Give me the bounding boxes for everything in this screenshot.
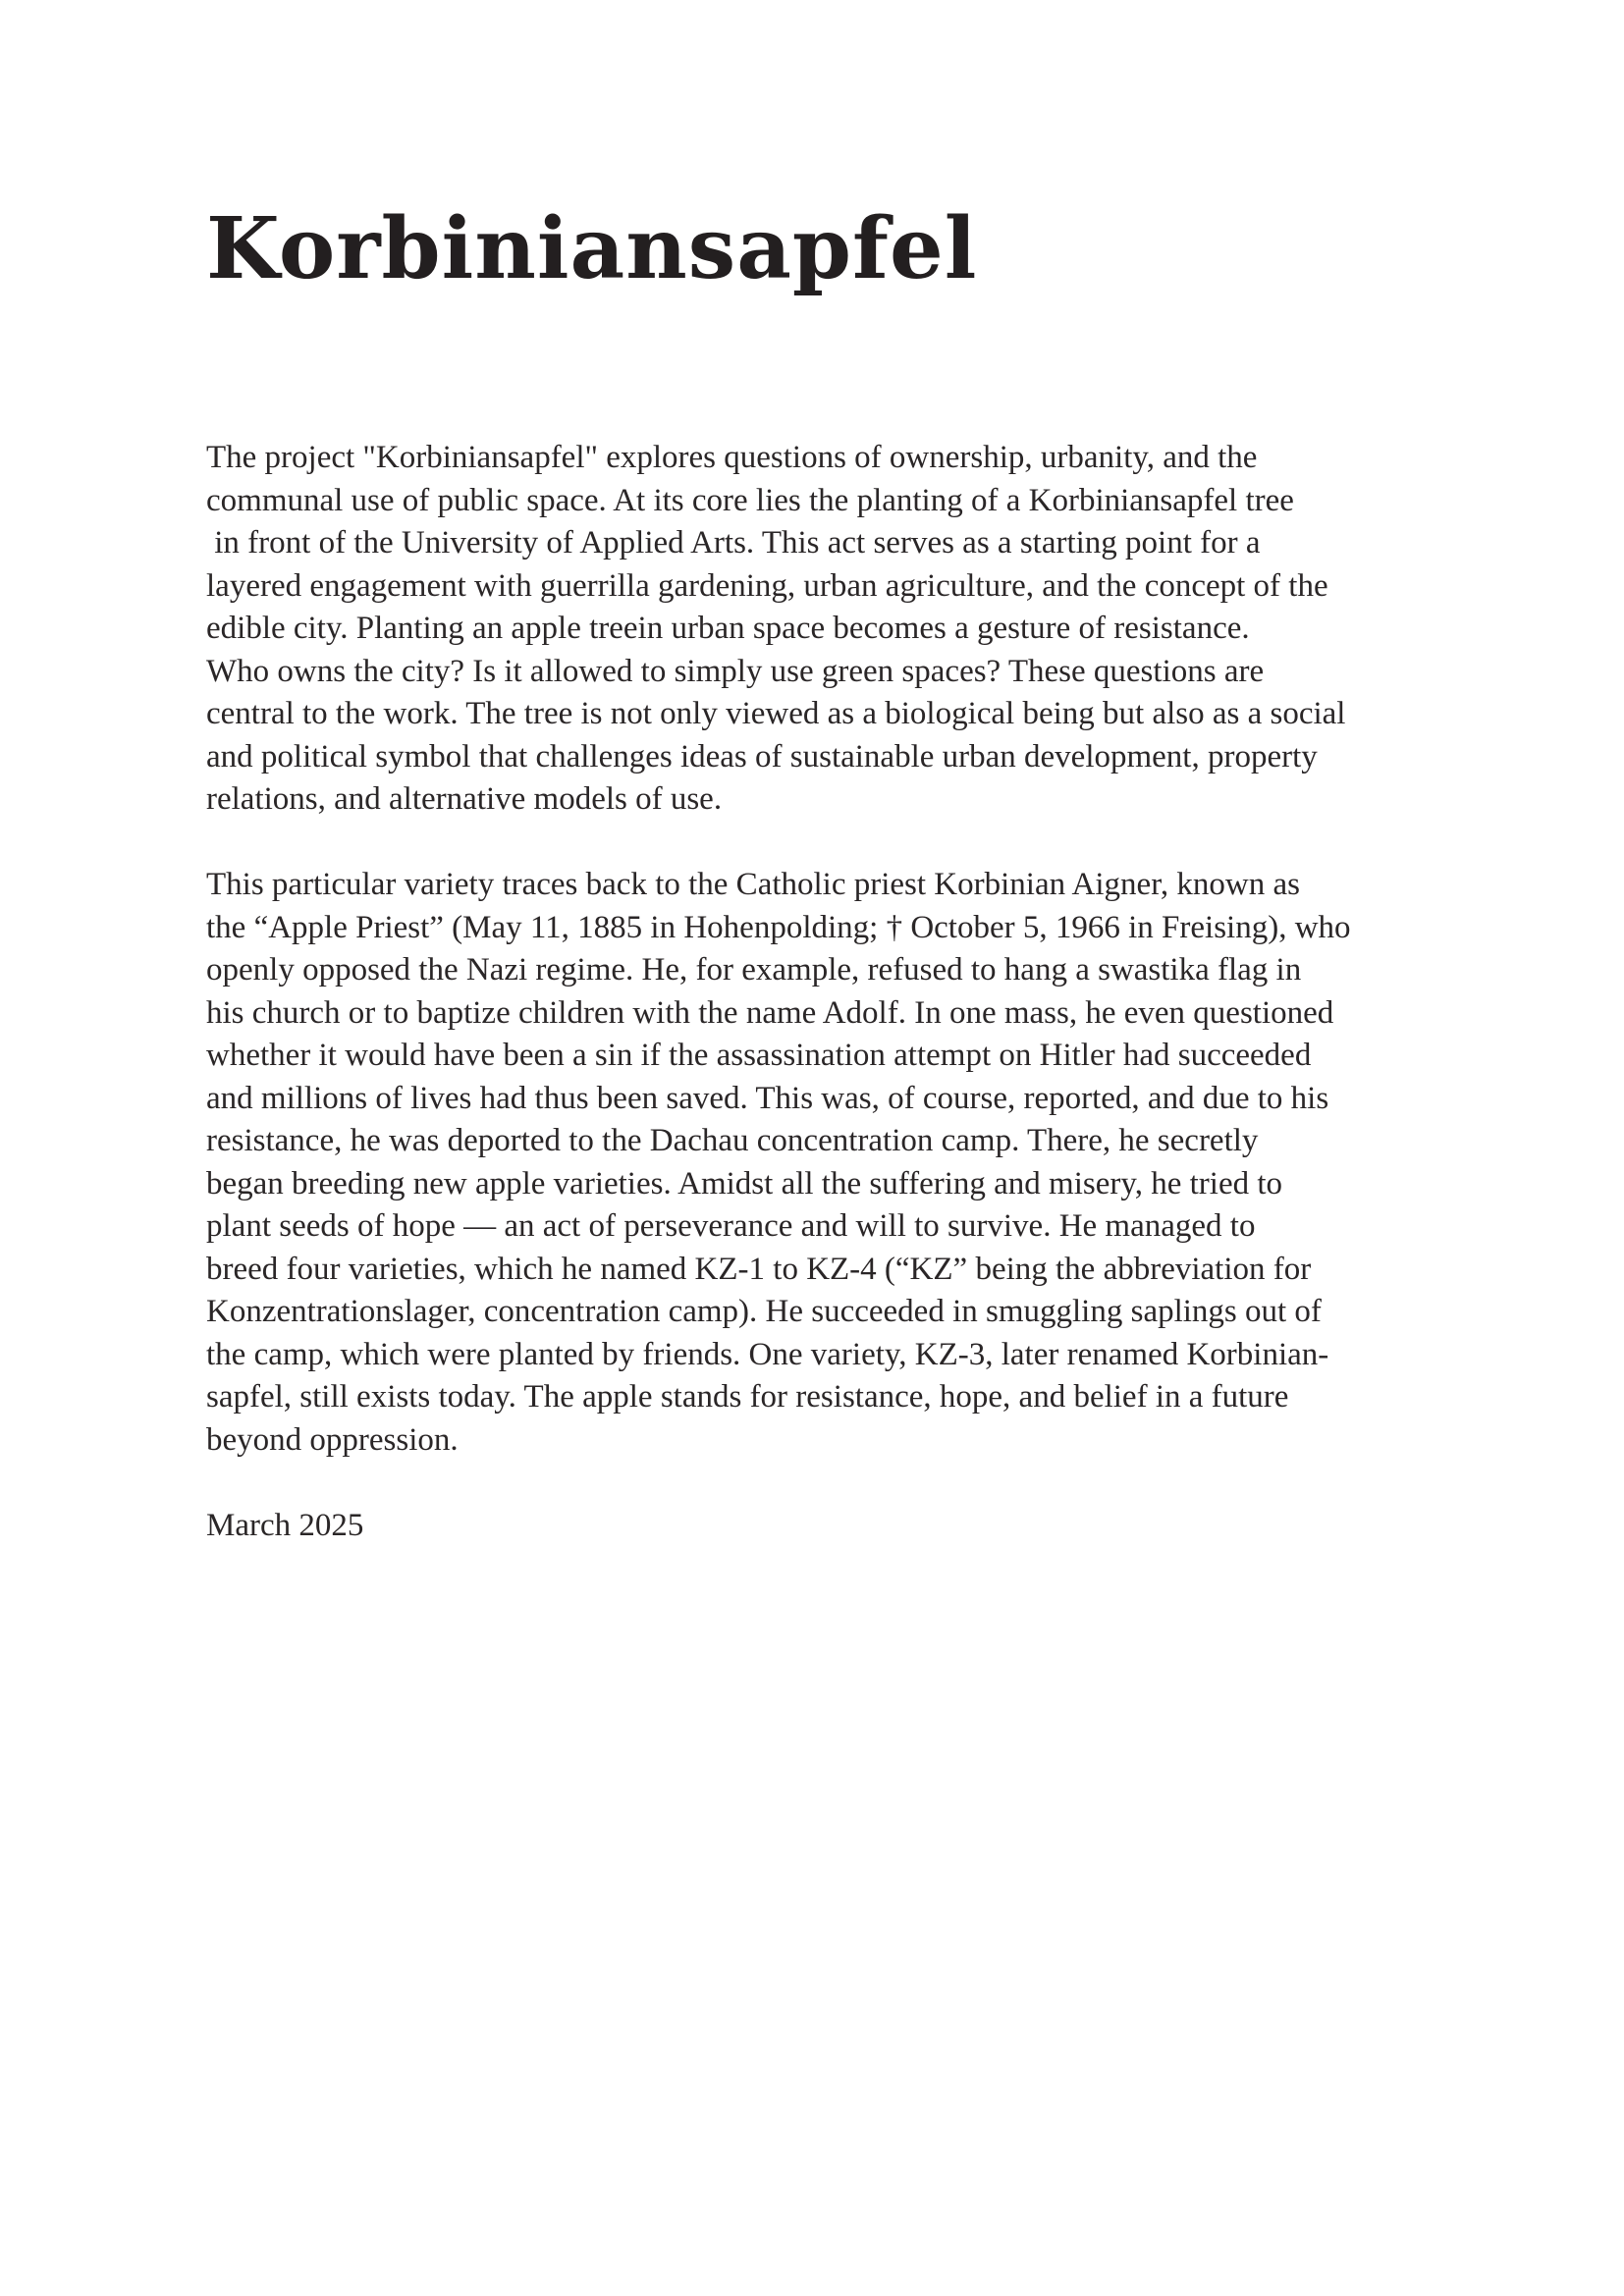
document-title: Korbiniansapfel	[206, 199, 978, 298]
text-line: in front of the University of Applied Arts. This act serves as a starting point for a	[206, 525, 1261, 561]
text-line: and political symbol that challenges ideas of sustainable urban development, property	[206, 738, 1318, 774]
text-line: layered engagement with guerrilla gardening, urban agriculture, and the concept of the	[206, 567, 1328, 604]
date-text: March 2025	[206, 1507, 364, 1543]
text-line: Who owns the city? Is it allowed to simply use green spaces? These questions are	[206, 653, 1265, 689]
text-line: Konzentrationslager, concentration camp). He succeeded in smuggling saplings out of	[206, 1294, 1322, 1329]
text-line: This particular variety traces back to the Catholic priest Korbinian Aigner, known as	[206, 867, 1300, 902]
text-line: sapfel, still exists today. The apple stands for resistance, hope, and belief in a future	[206, 1379, 1289, 1415]
paragraph-intro	[206, 437, 1473, 822]
paragraph-spacer	[206, 1462, 1473, 1505]
text-line: began breeding new apple varieties. Amidst all the suffering and misery, he tried to	[206, 1165, 1283, 1201]
paragraph-spacer	[206, 822, 1473, 865]
text-line: openly opposed the Nazi regime. He, for example, refused to hang a swastika flag in	[206, 952, 1302, 988]
text-line: the camp, which were planted by friends. One variety, KZ-3, later renamed Korbinian-	[206, 1336, 1329, 1372]
document-body	[206, 437, 1473, 1547]
text-line: communal use of public space. At its core lies the planting of a Korbiniansapfel tree	[206, 482, 1294, 518]
text-line: The project "Korbiniansapfel" explores questions of ownership, urbanity, and the	[206, 440, 1258, 475]
text-line: relations, and alternative models of use.	[206, 781, 723, 817]
text-line: edible city. Planting an apple treein urban space becomes a gesture of resistance.	[206, 611, 1250, 646]
text-line: resistance, he was deported to the Dachau concentration camp. There, he secretly	[206, 1123, 1259, 1158]
text-line: whether it would have been a sin if the assassination attempt on Hitler had succeeded	[206, 1038, 1312, 1073]
text-line: plant seeds of hope — an act of perseverance and will to survive. He managed to	[206, 1208, 1256, 1244]
document-date	[206, 1505, 1473, 1548]
text-line: the “Apple Priest” (May 11, 1885 in Hohenpolding; † October 5, 1966 in Freising), who	[206, 909, 1351, 945]
text-line: his church or to baptize children with the name Adolf. In one mass, he even questioned	[206, 994, 1334, 1031]
paragraph-history	[206, 864, 1473, 1462]
text-line: beyond oppression.	[206, 1421, 459, 1458]
text-line: and millions of lives had thus been saved. This was, of course, reported, and due to his	[206, 1080, 1329, 1116]
text-line: central to the work. The tree is not only viewed as a biological being but also as a social	[206, 696, 1346, 731]
text-line: breed four varieties, which he named KZ-1 to KZ-4 (“KZ” being the abbreviation for	[206, 1251, 1312, 1287]
